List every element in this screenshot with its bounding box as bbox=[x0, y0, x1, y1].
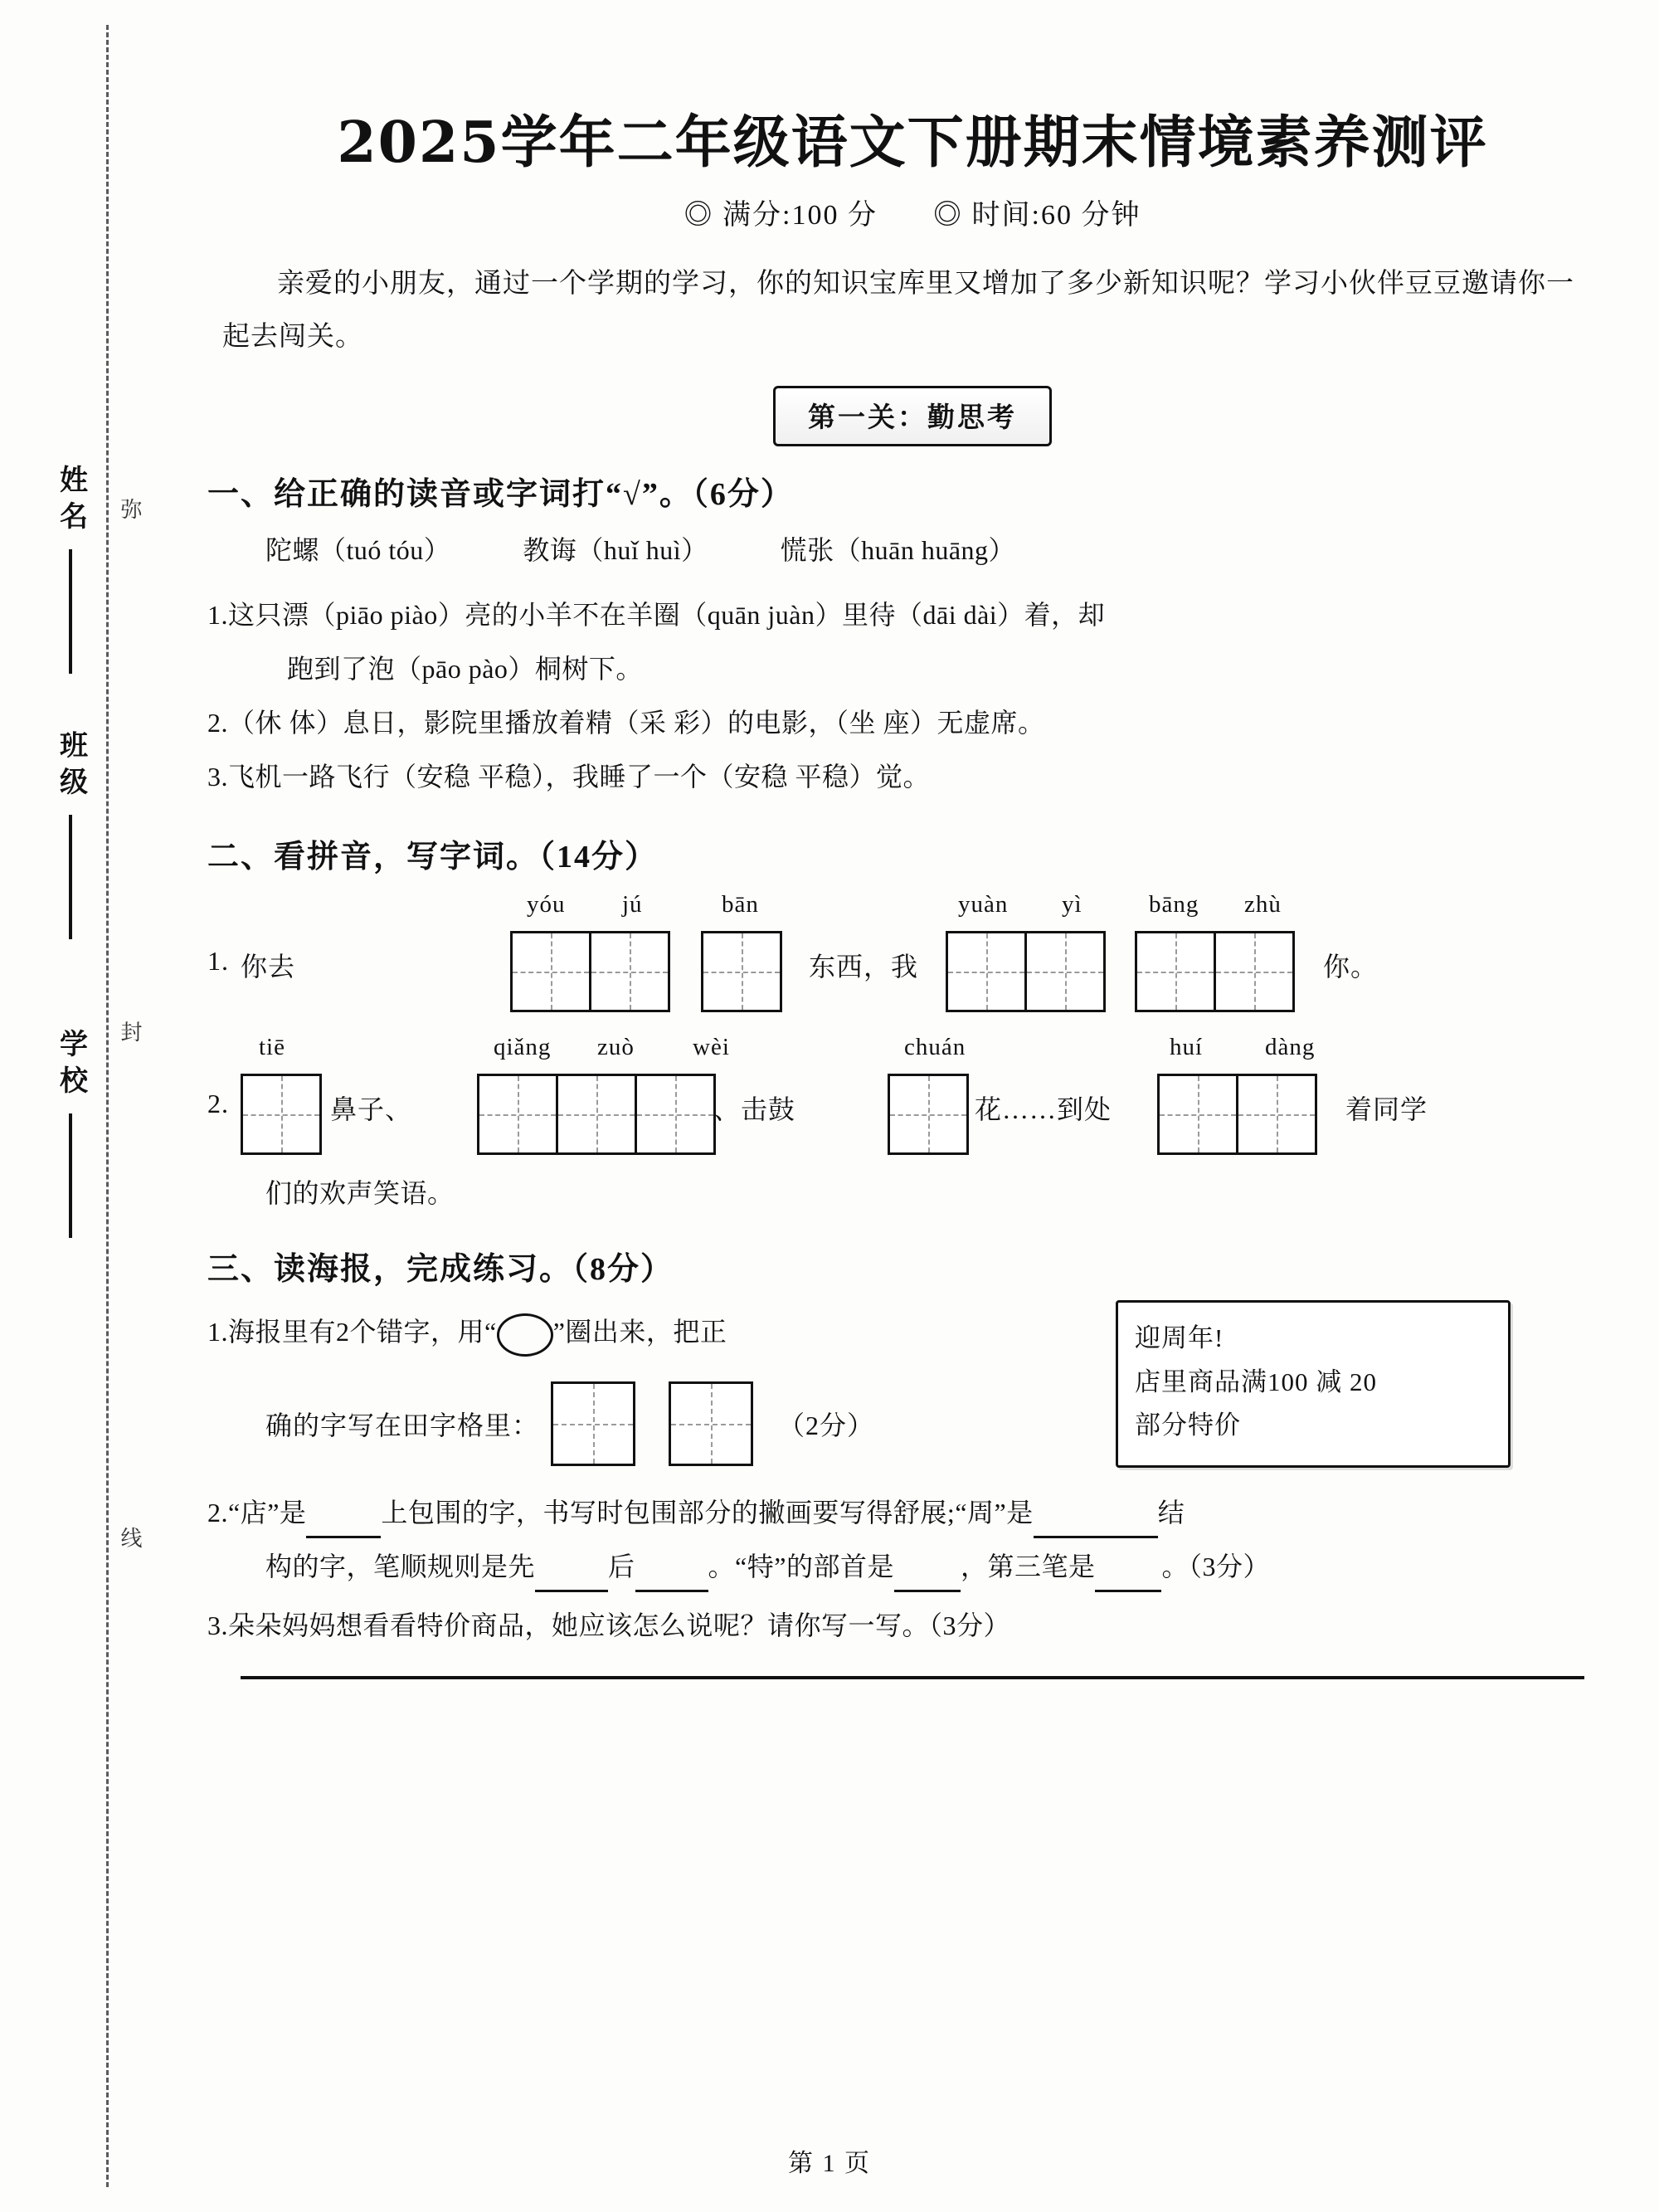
seal-mark-2: 封 bbox=[118, 1021, 142, 1045]
page-number: 第 1 页 bbox=[788, 2150, 871, 2177]
field-name-label: 姓名 bbox=[55, 465, 86, 538]
question-3-heading: 三、读海报，完成练习。（8分） bbox=[207, 1252, 674, 1288]
circle-icon bbox=[497, 1313, 553, 1357]
sample-word-3: 慌张（huān huāng） bbox=[780, 534, 1016, 565]
q3-item2-text-e: 后 bbox=[608, 1552, 635, 1582]
q3-item1-text-b: ”圈出来，把正 bbox=[552, 1317, 727, 1347]
field-school-label: 学校 bbox=[55, 1029, 86, 1102]
pinyin-hui: huí bbox=[1170, 1033, 1204, 1060]
pinyin-you: yóu bbox=[527, 890, 566, 918]
field-name-rule bbox=[69, 549, 72, 674]
pinyin-dang: dàng bbox=[1265, 1033, 1316, 1060]
question-2-row2-pinyin bbox=[207, 1034, 1618, 1067]
sample-word-1: 陀螺（tuó tóu） bbox=[265, 534, 451, 565]
row1-number: 1. bbox=[207, 945, 229, 976]
answer-box[interactable] bbox=[1157, 1074, 1236, 1155]
answer-box[interactable] bbox=[701, 931, 782, 1012]
row2-text-after-tie: 鼻子、 bbox=[330, 1094, 413, 1124]
exam-meta bbox=[207, 192, 1618, 232]
pinyin-ban: bān bbox=[722, 890, 759, 918]
field-class-rule bbox=[69, 815, 72, 939]
q3-item2-text-a: 2.“店”是 bbox=[207, 1498, 307, 1528]
sample-word-2: 教诲（huǐ huì） bbox=[523, 534, 708, 565]
pinyin-ju: jú bbox=[622, 890, 643, 918]
full-score-label: ◎ 满分:100 分 bbox=[684, 200, 878, 231]
fill-blank[interactable] bbox=[306, 1511, 381, 1538]
question-1-item-1a: 1.这只漂（piāo piào）亮的小羊不在羊圈（quān juàn）里待（dāi dài）着，却 bbox=[207, 600, 1106, 631]
answer-box[interactable] bbox=[1214, 931, 1295, 1012]
poster-card bbox=[1116, 1300, 1511, 1468]
question-3-item-1-line-1 bbox=[207, 1307, 727, 1357]
field-class-label: 班级 bbox=[55, 730, 86, 803]
answer-box-group-1[interactable] bbox=[510, 931, 670, 1012]
answer-writing-line[interactable] bbox=[241, 1676, 1584, 1679]
answer-box-group-3[interactable] bbox=[1135, 931, 1295, 1012]
pinyin-qiang: qiǎng bbox=[494, 1033, 552, 1060]
question-2-row2 bbox=[207, 1067, 1618, 1158]
answer-box-group-2[interactable] bbox=[946, 931, 1106, 1012]
q3-item1-score: （2分） bbox=[778, 1411, 875, 1441]
fill-blank[interactable] bbox=[535, 1565, 608, 1592]
answer-box[interactable] bbox=[1135, 931, 1214, 1012]
answer-box[interactable] bbox=[1236, 1074, 1317, 1155]
answer-box[interactable] bbox=[551, 1381, 635, 1466]
q3-item2-text-d: 构的字，笔顺规则是先 bbox=[265, 1552, 536, 1582]
pinyin-tie: tiē bbox=[259, 1033, 285, 1060]
pinyin-wei: wèi bbox=[693, 1033, 730, 1060]
fill-blank[interactable] bbox=[635, 1565, 708, 1592]
poster-line-2: 店里商品满100 减 20 bbox=[1135, 1367, 1377, 1396]
answer-box[interactable] bbox=[589, 931, 670, 1012]
row2-text-after-qiang: 、击鼓 bbox=[713, 1094, 796, 1124]
question-3-item-2-line-1 bbox=[207, 1488, 1618, 1538]
question-3-item-2-line-2 bbox=[265, 1542, 1618, 1592]
answer-box[interactable] bbox=[888, 1074, 969, 1155]
q3-item2-text-c: 结 bbox=[1157, 1498, 1185, 1528]
q3-item1-text-a: 1.海报里有2个错字，用“ bbox=[207, 1317, 497, 1347]
q3-item2-text-f: 。“特”的部首是 bbox=[708, 1552, 894, 1582]
student-info-column bbox=[33, 465, 108, 1278]
pinyin-zuo: zuò bbox=[597, 1033, 635, 1060]
seal-mark-1: 弥 bbox=[118, 498, 142, 523]
fill-blank[interactable] bbox=[1034, 1511, 1158, 1538]
answer-box[interactable] bbox=[241, 1074, 322, 1155]
answer-box-group-4[interactable] bbox=[477, 1074, 716, 1155]
question-2-heading: 二、看拼音，写字词。（14分） bbox=[207, 839, 659, 875]
poster-line-3: 部分特价 bbox=[1135, 1411, 1241, 1440]
row2-text-after-hui: 着同学 bbox=[1345, 1094, 1428, 1124]
answer-box-group-5[interactable] bbox=[1157, 1074, 1317, 1155]
exam-content bbox=[207, 98, 1618, 1679]
question-3-item-1-block bbox=[207, 1300, 1618, 1483]
question-2-row1 bbox=[207, 924, 1618, 1016]
answer-box[interactable] bbox=[635, 1074, 716, 1155]
answer-box[interactable] bbox=[556, 1074, 635, 1155]
question-1-heading: 一、给正确的读音或字词打“√”。（6分） bbox=[207, 476, 794, 512]
answer-box[interactable] bbox=[946, 931, 1024, 1012]
pinyin-yi: yì bbox=[1062, 890, 1082, 918]
duration-label: ◎ 时间:60 分钟 bbox=[933, 200, 1141, 231]
answer-box[interactable] bbox=[510, 931, 589, 1012]
pinyin-yuan: yuàn bbox=[958, 890, 1009, 918]
page-title: 2025学年二年级语文下册期末情境素养测评 bbox=[337, 110, 1488, 176]
question-2-row2-last-line: 们的欢声笑语。 bbox=[265, 1177, 455, 1208]
row1-tail-text: 你。 bbox=[1323, 951, 1379, 982]
row2-text-after-chuan: 花……到处 bbox=[975, 1094, 1112, 1124]
fill-blank[interactable] bbox=[1095, 1565, 1161, 1592]
pinyin-chuan: chuán bbox=[904, 1033, 966, 1060]
row1-lead-text: 你去 bbox=[241, 951, 296, 982]
question-1-item-1b: 跑到了泡（pāo pào）桐树下。 bbox=[287, 654, 643, 685]
answer-box[interactable] bbox=[669, 1381, 753, 1466]
pinyin-zhu: zhù bbox=[1244, 890, 1282, 918]
q3-item2-text-h: 。（3分） bbox=[1161, 1552, 1270, 1582]
poster-line-1: 迎周年! bbox=[1135, 1323, 1224, 1353]
intro-paragraph: 亲爱的小朋友，通过一个学期的学习，你的知识宝库里又增加了多少新知识呢？学习小伙伴豆豆邀请你一起去闯关。 bbox=[222, 269, 1574, 353]
question-1-sample-row bbox=[265, 525, 1618, 576]
answer-box[interactable] bbox=[1024, 931, 1106, 1012]
question-3-item-3: 3.朵朵妈妈想看看特价商品，她应该怎么说呢？请你写一写。（3分） bbox=[207, 1610, 1011, 1641]
row2-number: 2. bbox=[207, 1088, 229, 1118]
stage-banner: 第一关：勤思考 bbox=[773, 386, 1052, 446]
question-2-row1-pinyin bbox=[207, 891, 1618, 924]
q3-item2-text-b: 上包围的字，书写时包围部分的撇画要写得舒展;“周”是 bbox=[381, 1498, 1034, 1528]
field-school-rule bbox=[69, 1113, 72, 1238]
seal-mark-3: 线 bbox=[118, 1527, 142, 1552]
question-1-item-2: 2.（休 体）息日，影院里播放着精（采 彩）的电影，（坐 座）无虚席。 bbox=[207, 708, 1045, 738]
fill-blank[interactable] bbox=[894, 1565, 961, 1592]
q3-item2-text-g: ，第三笔是 bbox=[960, 1552, 1096, 1582]
pinyin-bang: bāng bbox=[1149, 890, 1199, 918]
question-3-item-1-line-2 bbox=[265, 1381, 874, 1466]
q3-item1-text-c: 确的字写在田字格里： bbox=[265, 1411, 540, 1441]
row1-mid-text: 东西，我 bbox=[809, 951, 919, 982]
question-1-item-3: 3.飞机一路飞行（安稳 平稳），我睡了一个（安稳 平稳）觉。 bbox=[207, 761, 931, 792]
answer-box[interactable] bbox=[477, 1074, 556, 1155]
